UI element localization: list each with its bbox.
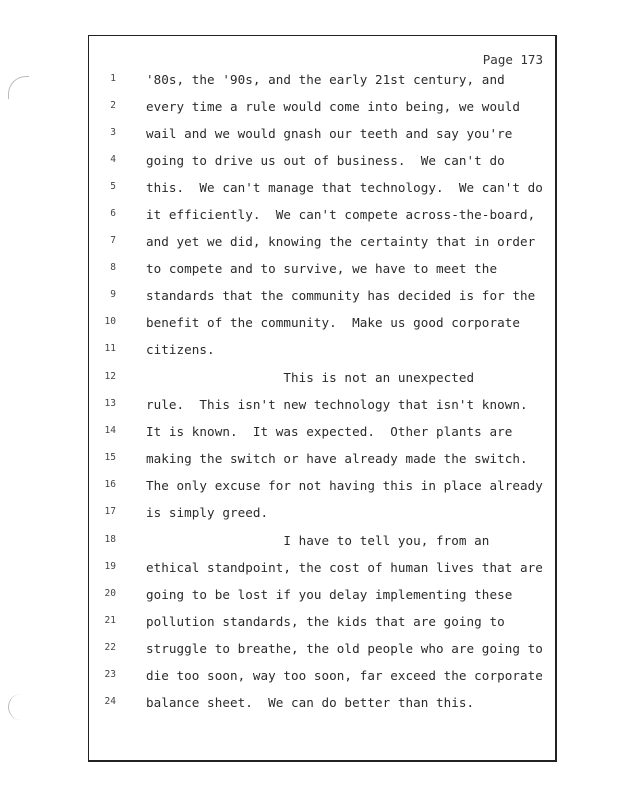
transcript-line: die too soon, way too soon, far exceed the corporate xyxy=(146,668,543,683)
transcript-line: it efficiently. We can't compete across-the-board, xyxy=(146,207,536,222)
line-number: 22 xyxy=(104,642,116,653)
transcript-line: is simply greed. xyxy=(146,505,269,520)
transcript-line: struggle to breathe, the old people who are going to xyxy=(146,641,543,656)
transcript-line: making the switch or have already made the switch. xyxy=(146,451,528,466)
transcript-line: benefit of the community. Make us good corporate xyxy=(146,315,520,330)
line-number: 14 xyxy=(104,425,116,436)
line-number: 19 xyxy=(104,561,116,572)
line-number: 24 xyxy=(104,696,116,707)
line-number: 20 xyxy=(104,588,116,599)
line-number: 18 xyxy=(104,534,116,545)
transcript-line: balance sheet. We can do better than this. xyxy=(146,695,475,710)
line-number: 21 xyxy=(104,615,116,626)
line-number: 6 xyxy=(110,208,116,219)
line-number: 17 xyxy=(104,506,116,517)
transcript-line: rule. This isn't new technology that isn't known. xyxy=(146,397,528,412)
transcript-line: this. We can't manage that technology. We can't do xyxy=(146,180,543,195)
transcript-line: pollution standards, the kids that are going to xyxy=(146,614,505,629)
line-number: 5 xyxy=(110,181,116,192)
line-number: 2 xyxy=(110,100,116,111)
line-number: 10 xyxy=(104,316,116,327)
transcript-line: citizens. xyxy=(146,342,215,357)
transcript-line: and yet we did, knowing the certainty that in order xyxy=(146,234,536,249)
line-number: 3 xyxy=(110,127,116,138)
line-number: 1 xyxy=(110,73,116,84)
transcript-line: to compete and to survive, we have to meet the xyxy=(146,261,498,276)
transcript-line: It is known. It was expected. Other plants are xyxy=(146,424,513,439)
transcript-line: going to be lost if you delay implementing these xyxy=(146,587,513,602)
line-number: 4 xyxy=(110,154,116,165)
hole-punch-mark-top xyxy=(8,76,29,99)
transcript-line: I have to tell you, from an xyxy=(146,533,490,548)
hole-punch-mark-bottom xyxy=(8,694,23,720)
transcript-line: This is not an unexpected xyxy=(146,370,475,385)
transcript-line: '80s, the '90s, and the early 21st century, and xyxy=(146,72,505,87)
line-number: 23 xyxy=(104,669,116,680)
line-number: 16 xyxy=(104,479,116,490)
line-number: 12 xyxy=(104,371,116,382)
line-number: 13 xyxy=(104,398,116,409)
transcript-line: every time a rule would come into being, we would xyxy=(146,99,520,114)
line-number: 8 xyxy=(110,262,116,273)
transcript-line: ethical standpoint, the cost of human lives that are xyxy=(146,560,543,575)
transcript-line: standards that the community has decided is for the xyxy=(146,288,536,303)
line-number: 9 xyxy=(110,289,116,300)
transcript-line: The only excuse for not having this in place already xyxy=(146,478,543,493)
line-number: 15 xyxy=(104,452,116,463)
line-number: 7 xyxy=(110,235,116,246)
transcript-line: wail and we would gnash our teeth and say you're xyxy=(146,126,513,141)
transcript-line: going to drive us out of business. We can't do xyxy=(146,153,505,168)
line-number: 11 xyxy=(104,343,116,354)
page-number: Page 173 xyxy=(482,52,543,67)
